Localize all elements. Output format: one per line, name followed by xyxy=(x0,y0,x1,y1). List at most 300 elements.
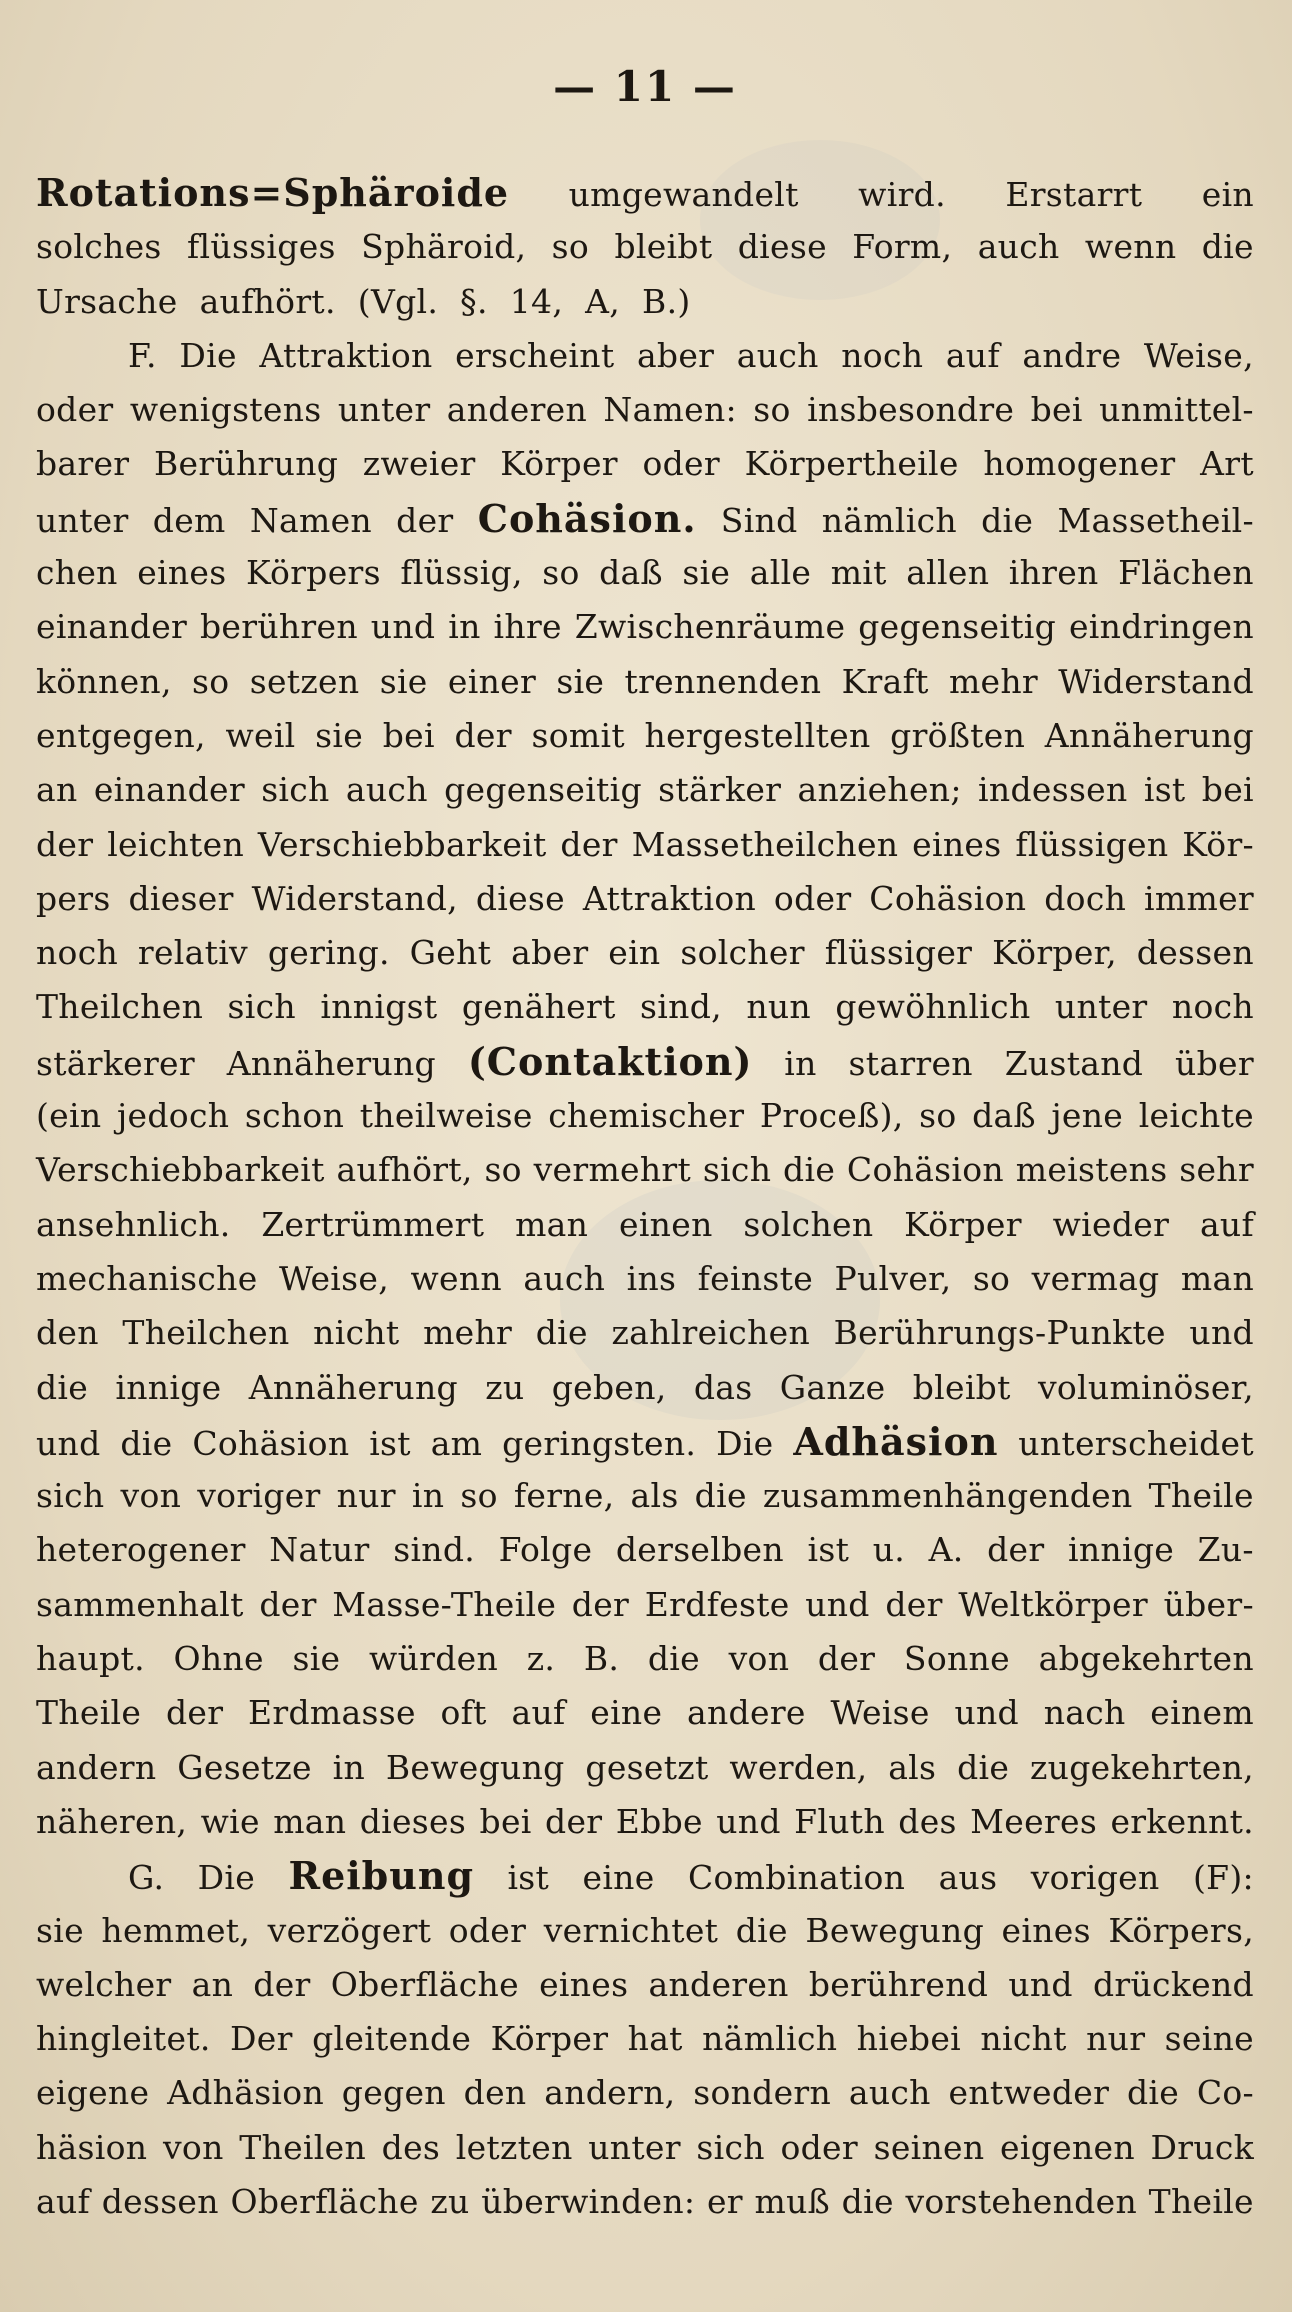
text-line xyxy=(36,1143,1254,1197)
word: muß xyxy=(754,2181,831,2221)
word: Weise xyxy=(830,1693,930,1733)
word: der xyxy=(36,824,94,864)
text-line xyxy=(36,1415,1254,1469)
word: nun xyxy=(746,987,811,1027)
word: Die xyxy=(179,335,237,375)
text-line xyxy=(36,1035,1254,1089)
word: andre xyxy=(1022,335,1122,375)
text-line xyxy=(36,2175,1254,2229)
word: Adhäsion xyxy=(167,2073,325,2113)
word: oder xyxy=(780,2127,858,2167)
word: sich xyxy=(261,770,330,810)
word: des xyxy=(381,2127,441,2167)
word: auch xyxy=(736,335,819,375)
text-line xyxy=(36,818,1254,872)
word: er xyxy=(706,2181,743,2221)
word: nämlich xyxy=(821,500,957,540)
word: oder xyxy=(642,444,720,484)
word: ist xyxy=(1143,770,1186,810)
word: oder xyxy=(448,1910,527,1950)
word: unter xyxy=(337,390,431,430)
word: bei xyxy=(382,715,435,755)
word: berühren xyxy=(199,607,358,647)
word: in xyxy=(332,1747,366,1787)
emphasized-term: Reibung xyxy=(288,1853,475,1899)
word: nicht xyxy=(313,1313,400,1353)
word: ist xyxy=(807,1530,850,1570)
word: bleibt xyxy=(614,227,713,267)
word: sie xyxy=(315,715,364,755)
word: oder xyxy=(773,878,852,918)
word: somit xyxy=(531,715,625,755)
word: in xyxy=(448,607,481,647)
word: Cohäsion xyxy=(192,1423,350,1463)
word: wird. xyxy=(858,175,946,214)
text-line xyxy=(36,1632,1254,1686)
word: oder xyxy=(36,390,114,430)
text-line xyxy=(36,709,1254,763)
text-line xyxy=(36,1741,1254,1795)
word: Kör- xyxy=(1182,824,1254,864)
word: leichte xyxy=(1138,1096,1254,1136)
word: werden, xyxy=(729,1747,868,1787)
word: Theile xyxy=(1148,2181,1254,2221)
word: gering. xyxy=(267,933,390,973)
word: die xyxy=(1201,227,1254,267)
word: der xyxy=(885,1584,943,1624)
text-line xyxy=(36,1904,1254,1958)
word: nur xyxy=(336,1476,396,1516)
word: auf xyxy=(511,1693,566,1733)
word: chen xyxy=(36,553,118,593)
word: die xyxy=(1126,2073,1180,2113)
word: Flächen xyxy=(1118,553,1254,593)
word: Oberfläche xyxy=(230,2181,419,2221)
word: chemischer xyxy=(548,1096,745,1136)
word: Meeres xyxy=(970,1801,1098,1841)
word: aufhört, xyxy=(336,1150,473,1190)
word: sich xyxy=(36,1476,105,1516)
word: Körpers, xyxy=(1108,1910,1254,1950)
word: allen xyxy=(906,553,990,593)
word: Theilchen xyxy=(36,987,204,1027)
word: die xyxy=(647,1639,700,1679)
word: Theile xyxy=(36,1693,142,1733)
word: vernichtet xyxy=(543,1910,719,1950)
word: Weltkörper xyxy=(958,1584,1148,1624)
word: gegenseitig xyxy=(858,607,1057,647)
text-line xyxy=(36,383,1254,437)
text-line xyxy=(36,166,1254,220)
word: Natur xyxy=(269,1530,370,1570)
word: über xyxy=(1175,1043,1254,1083)
word: andere xyxy=(687,1693,806,1733)
word: Attraktion xyxy=(259,335,433,375)
word: unter xyxy=(1054,987,1148,1027)
word: doch xyxy=(1044,878,1127,918)
word: u. xyxy=(872,1530,906,1570)
word: Zustand xyxy=(1004,1043,1144,1083)
word: anziehen; xyxy=(797,770,962,810)
word: Namen: xyxy=(603,390,737,430)
word: eindringen xyxy=(1068,607,1254,647)
word: der xyxy=(545,1801,603,1841)
word: Co- xyxy=(1196,2073,1254,2113)
text-line xyxy=(36,2066,1254,2120)
word: sich xyxy=(227,987,296,1027)
word: und xyxy=(1008,1964,1073,2004)
word: noch xyxy=(36,933,119,973)
word: bei xyxy=(479,1801,532,1841)
word: ferne, xyxy=(513,1476,615,1516)
word: Namen xyxy=(249,500,372,540)
emphasized-term: Adhäsion xyxy=(793,1418,999,1464)
word: hiebei xyxy=(856,2019,962,2059)
word: B.) xyxy=(642,281,691,321)
word: auf xyxy=(36,2181,91,2221)
word: man xyxy=(1180,1258,1254,1298)
word: Der xyxy=(230,2019,293,2059)
word: gleitende xyxy=(312,2019,472,2059)
text-line xyxy=(36,600,1254,654)
word: der xyxy=(454,715,512,755)
word: mechanische xyxy=(36,1258,258,1298)
word: solchen xyxy=(743,1204,874,1244)
word: anderen xyxy=(446,390,588,430)
word: so xyxy=(551,227,590,267)
word: nämlich xyxy=(702,2019,838,2059)
word: Folge xyxy=(498,1530,593,1570)
word: die xyxy=(841,2181,894,2221)
word: barer xyxy=(36,444,130,484)
word: eines xyxy=(1001,1910,1091,1950)
word: und xyxy=(716,1801,781,1841)
text-line xyxy=(36,1523,1254,1577)
word: zu xyxy=(485,1367,525,1407)
word: sich xyxy=(696,2127,765,2167)
word: weil xyxy=(225,715,296,755)
word: wenn xyxy=(410,1258,502,1298)
word: und xyxy=(36,1423,101,1463)
word: Bewegung xyxy=(385,1747,565,1787)
word: so xyxy=(542,553,580,593)
word: diese xyxy=(475,878,566,918)
body-text xyxy=(36,166,1254,2229)
word: so xyxy=(972,1258,1011,1298)
word: meistens xyxy=(1015,1150,1168,1190)
word: Annäherung xyxy=(1044,715,1254,755)
word: aufhört. xyxy=(199,281,336,321)
word: die xyxy=(120,1423,173,1463)
word: Annäherung xyxy=(226,1043,436,1083)
word: Massetheilchen xyxy=(631,824,899,864)
word: Theilchen xyxy=(122,1313,290,1353)
word: geben, xyxy=(551,1367,667,1407)
word: sie xyxy=(379,661,428,701)
word: Pulver, xyxy=(834,1258,952,1298)
word: der xyxy=(396,500,454,540)
word: leichten xyxy=(107,824,245,864)
word: vorstehenden xyxy=(905,2181,1137,2221)
word: Annäherung xyxy=(248,1367,458,1407)
word: G. xyxy=(128,1858,165,1898)
text-line xyxy=(36,1361,1254,1415)
word: Erstarrt xyxy=(1005,175,1143,214)
word: mit xyxy=(830,553,887,593)
word: vorigen xyxy=(1030,1858,1160,1898)
word: Geht xyxy=(409,933,492,973)
word: ins xyxy=(626,1258,677,1298)
word: relativ xyxy=(137,933,248,973)
word: gewöhnlich xyxy=(835,987,1031,1027)
word: Körpertheile xyxy=(744,444,959,484)
word: jedoch xyxy=(116,1096,230,1136)
word: von xyxy=(120,1476,182,1516)
text-line xyxy=(36,1849,1254,1903)
word: unterscheidet xyxy=(1018,1423,1254,1463)
word: stärker xyxy=(658,770,782,810)
word: abgekehrten xyxy=(1038,1639,1254,1679)
word: Art xyxy=(1200,444,1254,484)
word: Ohne xyxy=(173,1639,264,1679)
word: vermehrt xyxy=(533,1150,692,1190)
word: flüssiges xyxy=(187,227,336,267)
word: auf xyxy=(1199,1204,1254,1244)
word: innige xyxy=(115,1367,222,1407)
word: flüssig, xyxy=(400,553,523,593)
word: vermag xyxy=(1031,1258,1160,1298)
word: innige xyxy=(1068,1530,1175,1570)
word: Berührungs-Punkte xyxy=(833,1313,1166,1353)
word: einen xyxy=(619,1204,713,1244)
word: die xyxy=(783,1150,836,1190)
word: wie xyxy=(200,1801,260,1841)
text-line xyxy=(36,655,1254,709)
page-number: — 11 — xyxy=(553,62,737,111)
word: umgewandelt xyxy=(568,175,799,214)
word: am xyxy=(430,1423,483,1463)
word: einem xyxy=(1150,1693,1254,1733)
word: so xyxy=(484,1150,522,1190)
word: innigst xyxy=(320,987,438,1027)
word: bleibt xyxy=(912,1367,1011,1407)
word: Theilen xyxy=(239,2127,367,2167)
word: nach xyxy=(1043,1693,1126,1733)
word: Erdmasse xyxy=(248,1693,416,1733)
word: sind, xyxy=(640,987,722,1027)
word: entweder xyxy=(948,2073,1110,2113)
word: verzögert xyxy=(267,1910,432,1950)
word: Zertrümmert xyxy=(261,1204,485,1244)
word: sie xyxy=(292,1639,341,1679)
word: dessen xyxy=(1136,933,1254,973)
word: Berührung xyxy=(154,444,339,484)
word: genähert xyxy=(461,987,616,1027)
word: solches xyxy=(36,227,162,267)
text-line xyxy=(36,437,1254,491)
word: einander xyxy=(36,607,188,647)
word: das xyxy=(693,1367,753,1407)
word: auf xyxy=(945,335,1000,375)
word: andern, xyxy=(544,2073,676,2113)
word: insbesondre xyxy=(807,390,1015,430)
word: so xyxy=(460,1476,498,1516)
word: der xyxy=(571,1584,630,1624)
word: Theile xyxy=(1148,1476,1254,1516)
word: Gesetze xyxy=(177,1747,312,1787)
word: drückend xyxy=(1093,1964,1254,2004)
word: Körper xyxy=(500,444,618,484)
word: ihren xyxy=(1008,553,1099,593)
word: der xyxy=(165,1693,224,1733)
text-line xyxy=(36,926,1254,980)
word: Weise, xyxy=(1143,335,1254,375)
word: Körper xyxy=(490,2019,609,2059)
word: Körper, xyxy=(992,933,1117,973)
word: welcher xyxy=(36,1964,172,2004)
word: ihre xyxy=(493,607,562,647)
word: theilweise xyxy=(359,1096,533,1136)
word: so xyxy=(753,390,791,430)
word: trennenden xyxy=(624,661,822,701)
word: näheren, xyxy=(36,1801,188,1841)
text-line xyxy=(36,1306,1254,1360)
word: erkennt. xyxy=(1110,1801,1254,1841)
word: Attraktion xyxy=(582,878,757,918)
word: als xyxy=(888,1747,937,1787)
word: unmittel- xyxy=(1099,390,1254,430)
word: dessen xyxy=(101,2181,219,2221)
word: andern xyxy=(36,1747,157,1787)
word: Widerstand, xyxy=(251,878,458,918)
word: eigenen xyxy=(1000,2127,1135,2167)
word: voriger xyxy=(197,1476,321,1516)
word: haupt. xyxy=(36,1639,145,1679)
word: so xyxy=(919,1096,957,1136)
word: diese xyxy=(737,227,827,267)
word: entgegen, xyxy=(36,715,206,755)
word: Massetheil- xyxy=(1057,500,1254,540)
word: der xyxy=(817,1639,876,1679)
word: sich xyxy=(702,1150,772,1190)
word: Bewegung xyxy=(805,1910,985,1950)
word: immer xyxy=(1144,878,1254,918)
word: auch xyxy=(977,227,1060,267)
word: man xyxy=(273,1801,347,1841)
word: Zwischenräume xyxy=(574,607,846,647)
text-line xyxy=(36,872,1254,926)
word: hergestellten xyxy=(644,715,871,755)
emphasized-term: Cohäsion. xyxy=(477,495,697,541)
word: eines xyxy=(137,553,227,593)
word: erscheint xyxy=(455,335,615,375)
word: sie xyxy=(556,661,605,701)
word: den xyxy=(463,2073,527,2113)
text-line xyxy=(36,1958,1254,2012)
word: Fluth xyxy=(794,1801,885,1841)
word: Die xyxy=(197,1858,256,1898)
word: in xyxy=(784,1043,817,1083)
word: anderen xyxy=(648,1964,789,2004)
word: Sphäroid, xyxy=(361,227,527,267)
word: der xyxy=(560,824,618,864)
word: Weise, xyxy=(278,1258,390,1298)
word: dieser xyxy=(128,878,234,918)
word: sie xyxy=(36,1910,84,1950)
word: Widerstand xyxy=(1058,661,1254,701)
word: B. xyxy=(583,1639,620,1679)
word: Zu- xyxy=(1197,1530,1254,1570)
word: sie xyxy=(682,553,731,593)
text-line xyxy=(36,2121,1254,2175)
word: man xyxy=(515,1204,589,1244)
word: (F): xyxy=(1192,1858,1254,1898)
word: solcher xyxy=(680,933,805,973)
text-line xyxy=(36,329,1254,383)
text-line xyxy=(36,1795,1254,1849)
word: die xyxy=(36,1367,89,1407)
text-line xyxy=(36,492,1254,546)
word: die xyxy=(694,1476,747,1516)
word: zweier xyxy=(362,444,476,484)
word: aber xyxy=(511,933,589,973)
text-line xyxy=(36,1089,1254,1143)
word: der xyxy=(253,1964,311,2004)
word: bei xyxy=(1030,390,1083,430)
book-page xyxy=(36,48,1254,2288)
word: Sind xyxy=(720,500,798,540)
emphasized-term: (Contaktion) xyxy=(467,1038,753,1084)
word: wenn xyxy=(1084,227,1177,267)
word: und xyxy=(954,1693,1019,1733)
word: über- xyxy=(1163,1584,1254,1624)
word: z. xyxy=(526,1639,556,1679)
word: zugekehrten, xyxy=(1029,1747,1254,1787)
word: eine xyxy=(590,1693,663,1733)
word: auch xyxy=(523,1258,606,1298)
word: ansehnlich. xyxy=(36,1204,231,1244)
word: sammenhalt xyxy=(36,1584,244,1624)
text-line xyxy=(36,1578,1254,1632)
word: Körpers xyxy=(245,553,381,593)
word: zusammenhängenden xyxy=(762,1476,1133,1516)
word: homogener xyxy=(983,444,1176,484)
text-line xyxy=(36,2012,1254,2066)
word: jene xyxy=(1051,1096,1124,1136)
text-line xyxy=(36,275,1254,329)
word: auch xyxy=(345,770,428,810)
word: flüssiger xyxy=(824,933,973,973)
word: dieses xyxy=(359,1801,467,1841)
word: seinen xyxy=(873,2127,985,2167)
text-line xyxy=(36,1686,1254,1740)
word: eines xyxy=(912,824,1002,864)
word: geringsten. xyxy=(502,1423,697,1463)
word: und xyxy=(370,607,436,647)
word: die xyxy=(535,1313,588,1353)
word: feinste xyxy=(697,1258,814,1298)
text-line xyxy=(36,1198,1254,1252)
word: die xyxy=(981,500,1034,540)
word: schon xyxy=(244,1096,345,1136)
word: hat xyxy=(627,2019,683,2059)
word: auch xyxy=(848,2073,931,2113)
word: ist xyxy=(369,1423,411,1463)
word: die xyxy=(735,1910,788,1950)
word: aber xyxy=(636,335,715,375)
word: mehr xyxy=(423,1313,513,1353)
word: überwinden: xyxy=(481,2181,696,2221)
